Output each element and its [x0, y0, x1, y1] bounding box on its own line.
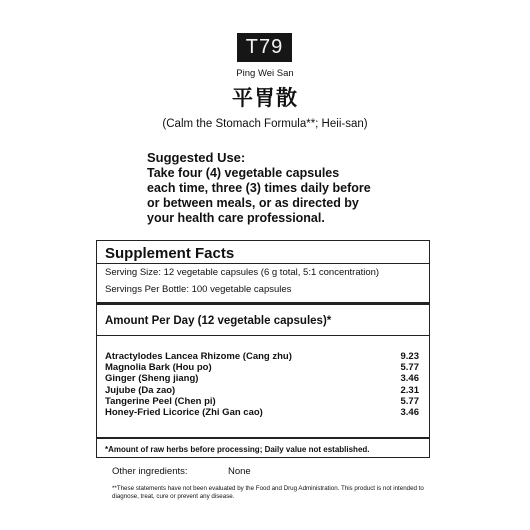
- divider: [97, 263, 429, 264]
- herb-row: [105, 373, 419, 384]
- herb-list: [105, 351, 419, 418]
- amount-per-day-heading: Amount Per Day (12 vegetable capsules)*: [105, 315, 332, 327]
- other-ingredients-label: Other ingredients:: [112, 466, 188, 477]
- herb-name: Jujube (Da zao): [105, 384, 176, 396]
- supplement-facts-title: Supplement Facts: [105, 245, 235, 262]
- herb-amount: 3.46: [400, 373, 419, 385]
- other-ingredients: [112, 466, 251, 477]
- herb-row: [105, 362, 419, 373]
- formula-english-subtitle: (Calm the Stomach Formula**; Heii-san): [162, 118, 368, 130]
- other-ingredients-value: None: [228, 466, 251, 477]
- product-code-badge: T79: [237, 33, 292, 62]
- herb-row: [105, 351, 419, 362]
- formula-chinese-name: 平胃散: [232, 86, 298, 110]
- divider: [97, 437, 429, 439]
- suggested-use-line: or between meals, or as directed by: [147, 196, 359, 210]
- serving-size: Serving Size: 12 vegetable capsules (6 g total, 5:1 concentration): [105, 267, 380, 278]
- suggested-use-line: your health care professional.: [147, 211, 325, 225]
- divider: [97, 335, 429, 336]
- suggested-use-heading: Suggested Use:: [147, 150, 246, 165]
- herb-amount: 5.77: [400, 362, 419, 374]
- suggested-use-line: Take four (4) vegetable capsules: [147, 166, 340, 180]
- herb-row: [105, 396, 419, 407]
- herb-name: Tangerine Peel (Chen pi): [105, 395, 216, 407]
- thick-divider: [97, 302, 429, 305]
- herb-amount: 9.23: [400, 351, 419, 362]
- herb-amount: 5.77: [400, 395, 419, 407]
- servings-per-bottle: Servings Per Bottle: 100 vegetable capsules: [105, 284, 292, 295]
- supplement-facts-panel: [96, 240, 430, 458]
- raw-herbs-footnote: *Amount of raw herbs before processing; Daily value not established.: [105, 445, 370, 454]
- suggested-use-section: [147, 150, 407, 226]
- herb-row: [105, 407, 419, 418]
- formula-pinyin-name: Ping Wei San: [236, 68, 294, 79]
- herb-amount: 2.31: [400, 384, 419, 396]
- herb-amount: 3.46: [400, 407, 419, 419]
- herb-name: Honey-Fried Licorice (Zhi Gan cao): [105, 407, 263, 419]
- herb-name: Atractylodes Lancea Rhizome (Cang zhu): [105, 351, 292, 362]
- herb-name: Magnolia Bark (Hou po): [105, 362, 212, 374]
- herb-name: Ginger (Sheng jiang): [105, 373, 199, 385]
- suggested-use-line: each time, three (3) times daily before: [147, 181, 371, 195]
- herb-row: [105, 385, 419, 396]
- fda-disclaimer: **These statements have not been evaluated by the Food and Drug Administration. This product is not intended to diagnose, treat, cure or prevent any disease.: [112, 485, 424, 500]
